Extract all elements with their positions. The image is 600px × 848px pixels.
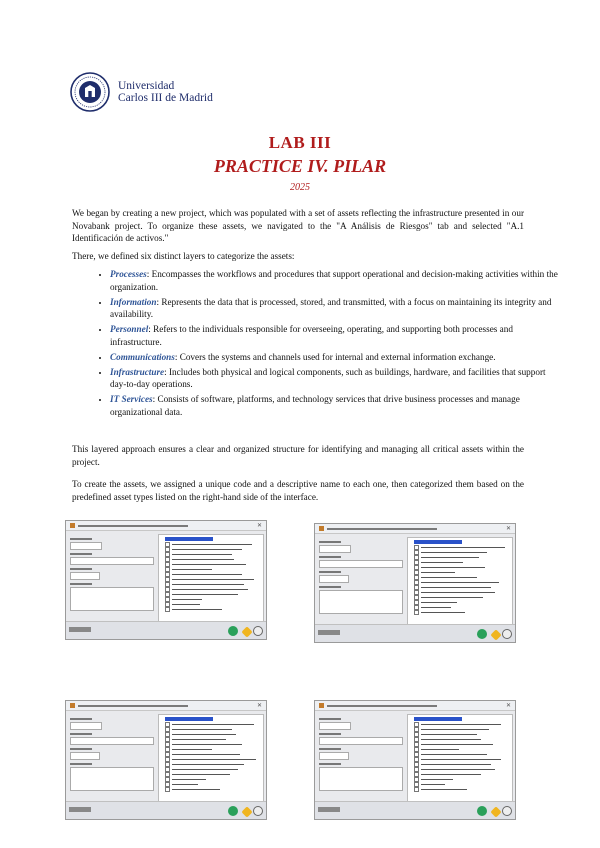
- layer-description: : Refers to the individuals responsible for overseeing, operating, and supporting both processes and infrastructure.: [110, 324, 513, 347]
- screenshot-asset-editor-2: ✕: [314, 523, 516, 643]
- university-name-line1: Universidad: [118, 80, 175, 92]
- list-item: [110, 323, 562, 348]
- screenshot-asset-editor-3: ✕: [65, 700, 267, 820]
- lab-title: LAB III: [268, 133, 332, 152]
- layer-name: Infrastructure: [110, 366, 165, 377]
- layers-list: [72, 268, 562, 421]
- layer-name: Communications: [110, 351, 175, 362]
- layer-description: : Encompasses the workflows and procedures that support operational and decision-making activities within the organization.: [110, 269, 558, 292]
- university-name-line2: Carlos III de Madrid: [118, 92, 213, 104]
- screenshot-asset-editor-1: ✕: [65, 520, 267, 640]
- layer-name: Processes: [110, 269, 147, 279]
- list-item: [110, 366, 562, 391]
- closing-paragraph: This layered approach ensures a clear and organized structure for identifying and managing all critical assets within the project.: [72, 444, 524, 467]
- list-item: [110, 268, 562, 293]
- year-label: 2025: [290, 182, 310, 193]
- layer-description: : Includes both physical and logical components, such as buildings, hardware, and facilities that support day-to-day operations.: [110, 366, 546, 390]
- list-item: [110, 296, 562, 321]
- screenshot-asset-editor-4: ✕: [314, 700, 516, 820]
- university-seal-icon: [70, 72, 110, 112]
- list-item: [110, 393, 562, 418]
- intro-paragraph: We began by creating a new project, which was populated with a set of assets reflecting the infrastructure presented in our Novabank project. To organize these assets, we navigated to the "A Análisis de Riesgos" tab and selected "A.1 Identificación de activos.": [72, 208, 524, 244]
- layer-description: : Represents the data that is processed, stored, and transmitted, with a focus on maintaining its integrity and availability.: [110, 296, 552, 320]
- layers-intro: There, we defined six distinct layers to categorize the assets:: [72, 251, 295, 261]
- practice-title: PRACTICE IV. PILAR: [213, 156, 387, 176]
- layer-name: IT Services: [110, 394, 153, 405]
- layer-name: Information: [110, 296, 157, 307]
- list-item: [110, 351, 562, 364]
- layer-description: : Consists of software, platforms, and technology services that drive business processes and manage organizational data.: [110, 394, 520, 417]
- layer-name: Personnel: [110, 324, 149, 335]
- university-logo: [70, 72, 213, 112]
- assets-note-paragraph: To create the assets, we assigned a unique code and a descriptive name to each one, then categorized them based on the predefined asset types listed on the right-hand side of the interface.: [72, 479, 524, 502]
- layer-description: : Covers the systems and channels used for internal and external information exchange.: [174, 351, 496, 362]
